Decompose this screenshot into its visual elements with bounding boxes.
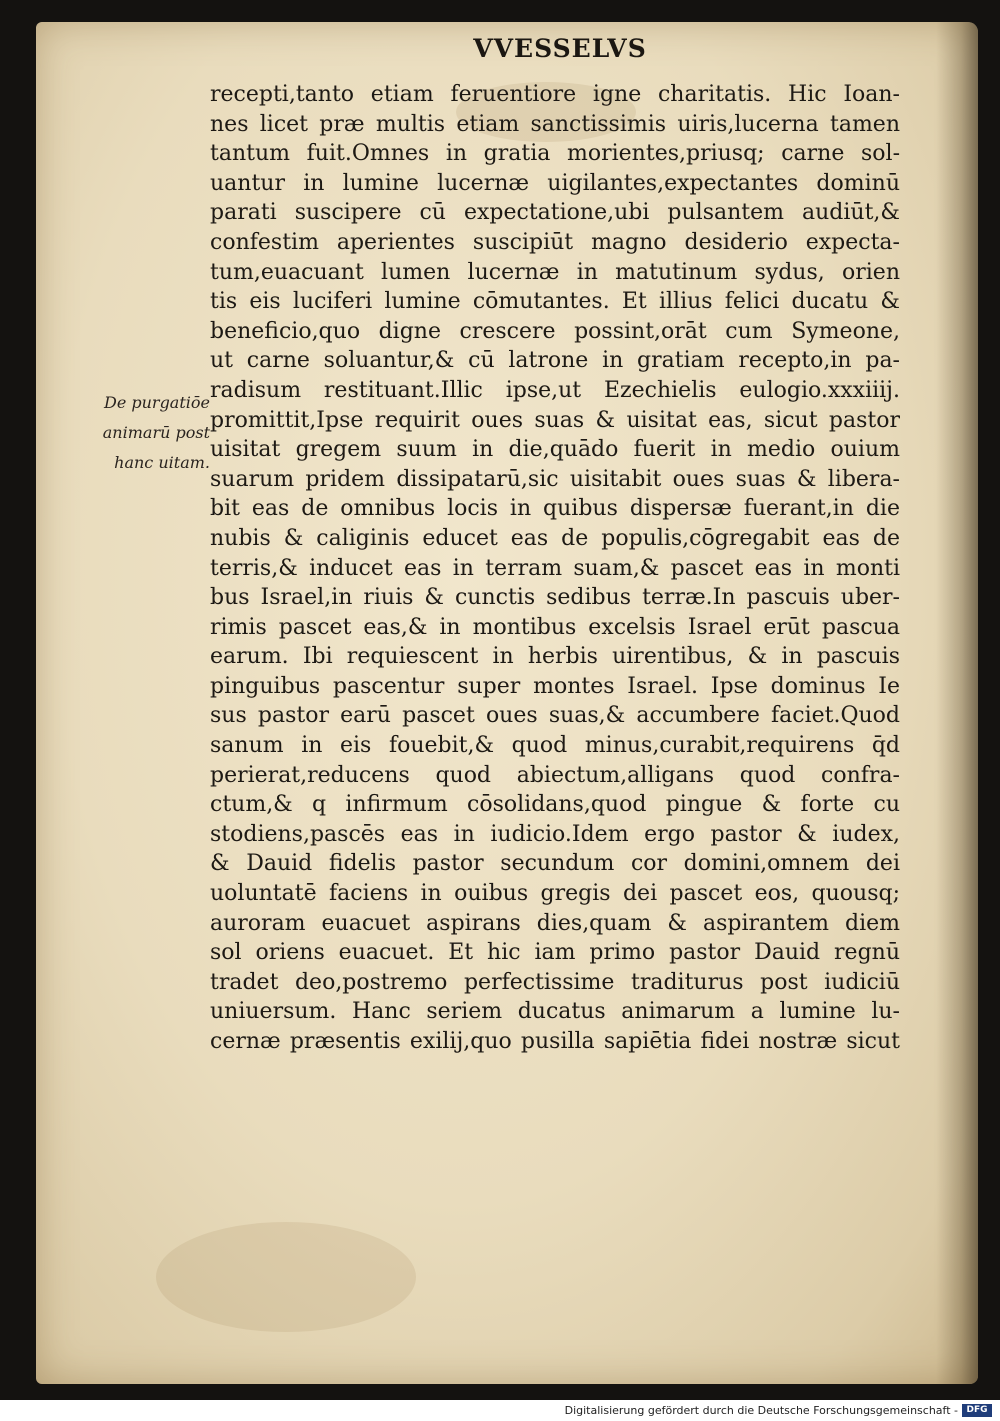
text-line: parati suscipere cū expectatione,ubi pulsantem audiūt,&: [210, 200, 900, 226]
text-line: cernæ præsentis exilij,quo pusilla sapiētia fidei nostræ sicut: [210, 1029, 900, 1054]
text-line: promittit,Ipse requirit oues suas & uisitat eas, sicut pastor: [210, 407, 900, 433]
text-line: nes licet præ multis etiam sanctissimis uiris,lucerna tamen: [210, 111, 900, 137]
marginal-note: [60, 388, 210, 478]
text-line: tradet deo,postremo perfectissime traditurus post iudiciū: [210, 969, 900, 995]
running-head: VVESSELVS: [473, 34, 647, 63]
text-line: stodiens,pascēs eas in iudicio.Idem ergo pastor & iudex,: [210, 821, 900, 847]
text-line: & Dauid fidelis pastor secundum cor domini,omnem dei: [210, 851, 900, 877]
marginal-note-line: De purgatiōe: [103, 393, 210, 412]
text-line: rimis pascet eas,& in montibus excelsis Israel erūt pascua: [210, 614, 900, 640]
text-line: tantum fuit.Omnes in gratia morientes,priusq; carne sol-: [210, 141, 900, 167]
text-line: uisitat gregem suum in die,quādo fuerit in medio ouium: [210, 437, 900, 463]
text-line: nubis & caliginis educet eas de populis,cōgregabit eas de: [210, 525, 900, 551]
marginal-note-line: hanc uitam.: [114, 453, 210, 472]
text-line: ut carne soluantur,& cū latrone in gratiam recepto,in pa-: [210, 348, 900, 374]
text-line: perierat,reducens quod abiectum,alligans quod confra-: [210, 762, 900, 788]
paper-stain: [156, 1222, 416, 1332]
marginal-note-line: animarū post: [102, 423, 210, 442]
text-line: radisum restituant.Illic ipse,ut Ezechielis eulogio.xxxiiij.: [210, 377, 900, 403]
text-line: uoluntatē faciens in ouibus gregis dei pascet eos, quousq;: [210, 881, 900, 907]
text-line: pinguibus pascentur super montes Israel. Ipse dominus Ie: [210, 673, 900, 699]
text-line: recepti,tanto etiam feruentiore igne charitatis. Hic Ioan-: [210, 82, 900, 107]
text-line: sol oriens euacuet. Et hic iam primo pastor Dauid regnū: [210, 940, 900, 966]
footer-bar: [0, 1400, 1000, 1421]
dfg-logo: DFG: [962, 1404, 992, 1417]
page-gutter-shadow: [936, 22, 978, 1384]
text-line: bit eas de omnibus locis in quibus dispersæ fuerant,in die: [210, 496, 900, 522]
text-line: sus pastor earū pascet oues suas,& accumbere faciet.Quod: [210, 703, 900, 729]
text-line: terris,& inducet eas in terram suam,& pascet eas in monti: [210, 555, 900, 581]
text-line: suarum pridem dissipatarū,sic uisitabit oues suas & libera-: [210, 466, 900, 492]
text-line: auroram euacuet aspirans dies,quam & aspirantem diem: [210, 910, 900, 936]
text-line: earum. Ibi requiescent in herbis uirentibus, & in pascuis: [210, 644, 900, 670]
text-line: beneficio,quo digne crescere possint,orāt cum Symeone,: [210, 318, 900, 344]
text-line: sanum in eis fouebit,& quod minus,curabit,requirens q̄d: [210, 733, 900, 759]
text-line: uniuersum. Hanc seriem ducatus animarum a lumine lu-: [210, 999, 900, 1025]
text-line: tis eis luciferi lumine cōmutantes. Et illius felici ducatu &: [210, 289, 900, 315]
main-text-block: [210, 80, 900, 1057]
text-line: confestim aperientes suscipiūt magno desiderio expecta-: [210, 229, 900, 255]
text-line: bus Israel,in riuis & cunctis sedibus terræ.In pascuis uber-: [210, 585, 900, 611]
text-line: uantur in lumine lucernæ uigilantes,expectantes dominū: [210, 170, 900, 196]
text-line: ctum,& q infirmum cōsolidans,quod pingue & forte cu: [210, 792, 900, 818]
text-line: tum,euacuant lumen lucernæ in matutinum sydus, orien: [210, 259, 900, 285]
digitization-credit: Digitalisierung gefördert durch die Deutsche Forschungsgemeinschaft -: [564, 1404, 958, 1417]
